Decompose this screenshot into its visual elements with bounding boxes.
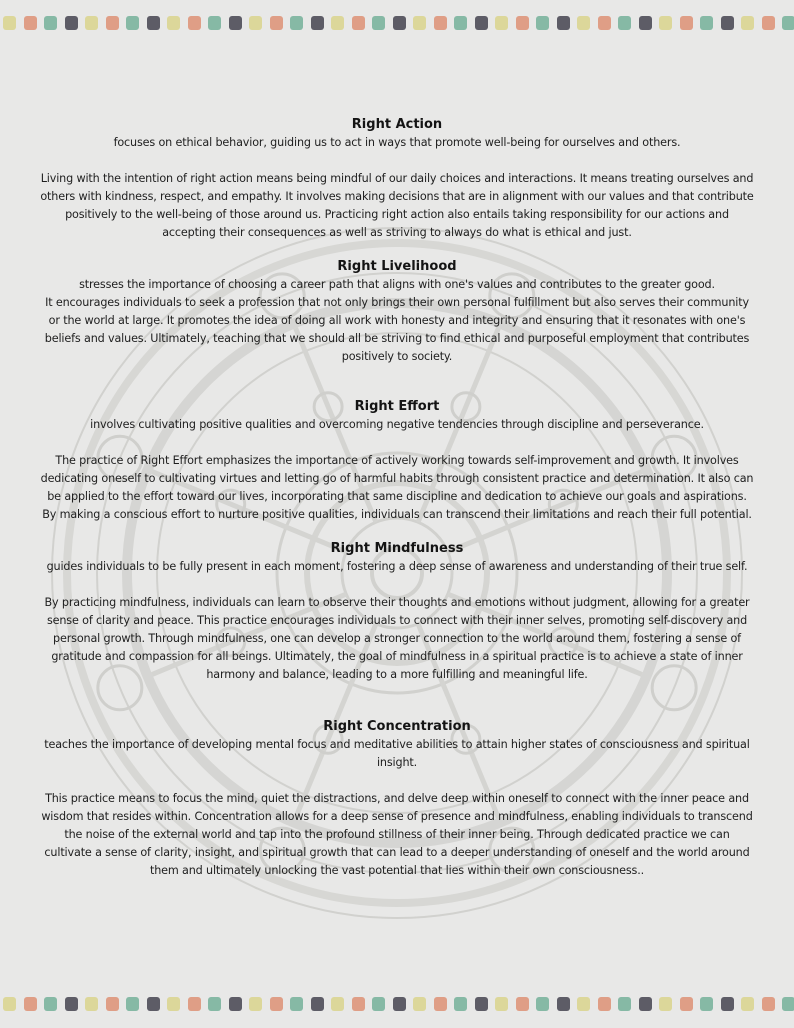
- decor-dot: [167, 997, 180, 1011]
- section-body: The practice of Right Effort emphasizes the importance of actively working towards self-improvement and growth. It involves dedicating oneself to cultivating virtues and letting go of harmful habits through consistent practice and determination. It also can be applied to the effort toward our lives, incorporating that same discipline and dedication to achieve our goals and aspirations. By making a conscious effort to nurture positive qualities, individuals can transcend their limitations and reach their full potential.: [40, 454, 754, 521]
- decor-dot: [167, 16, 180, 30]
- section-intro: involves cultivating positive qualities and overcoming negative tendencies through discipline and perseverance.: [90, 418, 704, 431]
- section-title: Right Effort: [354, 399, 440, 414]
- section-right-concentration: [40, 718, 754, 880]
- decor-dot: [680, 997, 693, 1011]
- decor-dot: [106, 997, 119, 1011]
- section-right-effort: [40, 398, 754, 524]
- decor-dot: [495, 997, 508, 1011]
- section-title: Right Livelihood: [337, 259, 457, 274]
- decor-dot: [85, 16, 98, 30]
- decor-dot: [721, 16, 734, 30]
- decor-dot: [249, 997, 262, 1011]
- decor-dot: [106, 16, 119, 30]
- decor-dot: [536, 997, 549, 1011]
- decor-dot: [126, 997, 139, 1011]
- decor-dot: [270, 16, 283, 30]
- decor-dot: [85, 997, 98, 1011]
- decor-dot: [700, 16, 713, 30]
- decor-dot: [454, 16, 467, 30]
- decor-dot: [229, 16, 242, 30]
- decor-dot: [352, 16, 365, 30]
- decor-dot: [659, 16, 672, 30]
- decor-dot: [557, 997, 570, 1011]
- section-intro: focuses on ethical behavior, guiding us to act in ways that promote well-being for ourselves and others.: [113, 136, 681, 149]
- section-right-mindfulness: [40, 540, 754, 684]
- section-body: Living with the intention of right action means being mindful of our daily choices and interactions. It means treating ourselves and others with kindness, respect, and empathy. It involves making decisions that are in alignment with our values and that contribute positively to the well-being of those around us. Practicing right action also entails taking responsibility for our actions and accepting their consequences as well as striving to always do what is ethical and just.: [40, 172, 754, 239]
- decor-dot: [598, 997, 611, 1011]
- decor-dot: [741, 16, 754, 30]
- decor-dot: [311, 997, 324, 1011]
- decor-dot: [290, 997, 303, 1011]
- section-right-action: [40, 116, 754, 242]
- decor-dot: [147, 16, 160, 30]
- section-body: It encourages individuals to seek a profession that not only brings their own personal fulfillment but also serves their community or the world at large. It promotes the idea of doing all work with honesty and integrity and ensuring that it resonates with one's beliefs and values. Ultimately, teaching that we should all be striving to find ethical and purposeful employment that contributes positively to society.: [44, 296, 750, 363]
- decor-dot: [393, 16, 406, 30]
- decor-dot: [762, 997, 775, 1011]
- decor-dot: [249, 16, 262, 30]
- decor-dot: [618, 997, 631, 1011]
- decor-dot: [618, 16, 631, 30]
- decor-dot: [495, 16, 508, 30]
- decor-dot: [700, 997, 713, 1011]
- decor-dot: [454, 997, 467, 1011]
- decor-dot: [44, 16, 57, 30]
- decor-dot: [762, 16, 775, 30]
- decor-dot: [331, 16, 344, 30]
- decor-dot: [475, 997, 488, 1011]
- decor-dot: [516, 16, 529, 30]
- decor-dot: [372, 997, 385, 1011]
- decor-dot: [434, 16, 447, 30]
- decor-dot: [24, 997, 37, 1011]
- decor-dot: [352, 997, 365, 1011]
- decor-dot: [680, 16, 693, 30]
- decor-dot: [147, 997, 160, 1011]
- section-title: Right Action: [351, 117, 443, 132]
- decor-dot: [290, 16, 303, 30]
- section-intro: stresses the importance of choosing a career path that aligns with one's values and contributes to the greater good.: [79, 278, 715, 291]
- decor-dot: [536, 16, 549, 30]
- decor-dot: [208, 16, 221, 30]
- decor-dot: [475, 16, 488, 30]
- decor-dot: [44, 997, 57, 1011]
- decor-dot: [516, 997, 529, 1011]
- decor-dot: [557, 16, 570, 30]
- decor-dot: [782, 997, 794, 1011]
- decor-dot: [639, 997, 652, 1011]
- decor-dot: [577, 997, 590, 1011]
- decor-dot: [188, 997, 201, 1011]
- section-body: By practicing mindfulness, individuals can learn to observe their thoughts and emotions without judgment, allowing for a greater sense of clarity and peace. This practice encourages individuals to connect with their inner selves, promoting self-discovery and personal growth. Through mindfulness, one can develop a stronger connection to the world around them, fostering a sense of gratitude and compassion for all beings. Ultimately, the goal of mindfulness in a spiritual practice is to achieve a state of inner harmony and balance, leading to a more fulfilling and meaningful life.: [44, 596, 750, 681]
- decor-dot: [3, 16, 16, 30]
- decor-dot: [3, 997, 16, 1011]
- decor-dot: [577, 16, 590, 30]
- decor-dot: [65, 16, 78, 30]
- decor-dot: [434, 997, 447, 1011]
- section-title: Right Concentration: [323, 719, 471, 734]
- section-body: This practice means to focus the mind, quiet the distractions, and delve deep within oneself to connect with the inner peace and wisdom that resides within. Concentration allows for a deep sense of presence and mindfulness, enabling individuals to transcend the noise of the external world and tap into the profound stillness of their inner being. Through dedicated practice we can cultivate a sense of clarity, insight, and spiritual growth that can lead to a deeper understanding of oneself and the world around them and ultimately unlocking the vast potential that lies within their own consciousness..: [41, 792, 753, 877]
- decor-dot: [331, 997, 344, 1011]
- section-intro: teaches the importance of developing mental focus and meditative abilities to attain higher states of consciousness and spiritual insight.: [44, 738, 750, 769]
- decor-dot: [65, 997, 78, 1011]
- decor-dot: [413, 16, 426, 30]
- section-title: Right Mindfulness: [330, 541, 464, 556]
- decor-dot: [598, 16, 611, 30]
- decor-dot: [413, 997, 426, 1011]
- decor-dot: [721, 997, 734, 1011]
- decor-dot: [311, 16, 324, 30]
- decor-dot: [229, 997, 242, 1011]
- decor-dot: [372, 16, 385, 30]
- section-right-livelihood: [40, 258, 754, 366]
- decor-dot: [393, 997, 406, 1011]
- section-intro: guides individuals to be fully present in each moment, fostering a deep sense of awareness and understanding of their true self.: [46, 560, 748, 573]
- decor-dot: [126, 16, 139, 30]
- decor-dot: [639, 16, 652, 30]
- decor-dot: [208, 997, 221, 1011]
- decor-dot: [782, 16, 794, 30]
- decor-dot: [270, 997, 283, 1011]
- eightfold-path-text: [40, 116, 754, 880]
- decor-dot: [741, 997, 754, 1011]
- decor-dot: [188, 16, 201, 30]
- decor-dot: [24, 16, 37, 30]
- top-dot-border: [0, 16, 794, 30]
- bottom-dot-border: [0, 997, 794, 1011]
- decor-dot: [659, 997, 672, 1011]
